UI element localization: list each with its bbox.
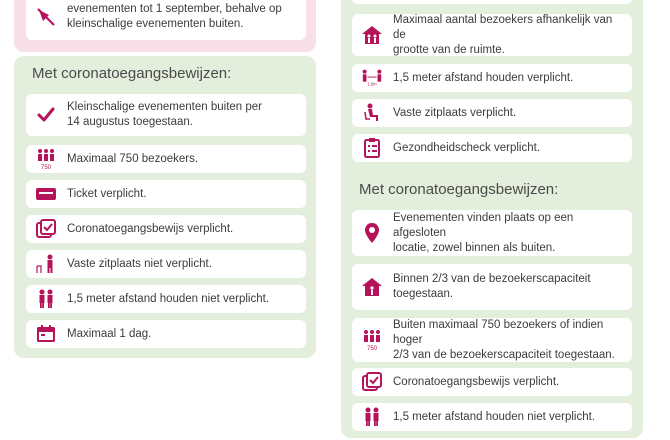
house-person-icon: [361, 276, 383, 298]
no-events-card: [26, 0, 306, 40]
right-item-closed-location: Evenementen vinden plaats op een afgesloten locatie, zowel binnen als buiten.: [352, 210, 632, 256]
left-item-seat: Vaste zitplaats niet verplicht.: [26, 250, 306, 278]
no-events-line1: evenementen tot 1 september, behalve op: [67, 3, 282, 15]
no-event-icon: [35, 6, 57, 28]
left-item-max-day: Maximaal 1 dag.: [26, 320, 306, 348]
right-item-outdoor-750: 750 Buiten maximaal 750 bezoekers of indien hoger 2/3 van de bezoekerscapaciteit toegestaan.: [352, 318, 632, 362]
corona-pass-icon: [361, 371, 383, 393]
person-seat-icon: [35, 253, 57, 275]
checklist-icon: [361, 137, 383, 159]
left-item-corona-pass: Coronatoegangsbewijs verplicht.: [26, 215, 306, 243]
two-people-icon: [35, 288, 57, 310]
left-item-small-events: Kleinschalige evenementen buiten per 14 augustus toegestaan.: [26, 94, 306, 136]
distance-badge: 1.5m: [367, 81, 377, 87]
two-people-icon: [361, 406, 383, 428]
right-item-distance-not-required: 1,5 meter afstand houden niet verplicht.: [352, 403, 632, 431]
right-item-health-check: Gezondheidscheck verplicht.: [352, 134, 632, 162]
right-section-heading: Met coronatoegangsbewijzen:: [359, 181, 559, 198]
right-card-top-partial: [352, 0, 632, 4]
badge-750-right: 750: [366, 346, 378, 351]
left-item-distance: 1,5 meter afstand houden niet verplicht.: [26, 285, 306, 313]
distance-icon: [361, 67, 383, 89]
group-750-icon: [361, 329, 383, 351]
check-icon: [35, 104, 57, 126]
left-section-heading: Met coronatoegangsbewijzen:: [32, 65, 232, 82]
ticket-icon: [35, 183, 57, 205]
right-item-max-by-size: Maximaal aantal bezoekers afhankelijk van de grootte van de ruimte.: [352, 14, 632, 56]
no-events-line2: kleinschalige evenementen buiten.: [67, 18, 244, 30]
left-item-max-visitors: 750 Maximaal 750 bezoekers.: [26, 145, 306, 173]
location-pin-icon: [361, 222, 383, 244]
left-item-ticket: Ticket verplicht.: [26, 180, 306, 208]
right-item-corona-pass: Coronatoegangsbewijs verplicht.: [352, 368, 632, 396]
badge-750: 750: [40, 165, 52, 170]
seated-person-icon: [361, 102, 383, 124]
calendar-icon: [35, 323, 57, 345]
corona-pass-icon: [35, 218, 57, 240]
right-item-two-thirds: Binnen 2/3 van de bezoekerscapaciteit toegestaan.: [352, 264, 632, 310]
right-item-seat-required: Vaste zitplaats verplicht.: [352, 99, 632, 127]
right-item-distance-required: 1.5m 1,5 meter afstand houden verplicht.: [352, 64, 632, 92]
group-750-icon: [35, 148, 57, 170]
house-people-icon: [361, 24, 383, 46]
